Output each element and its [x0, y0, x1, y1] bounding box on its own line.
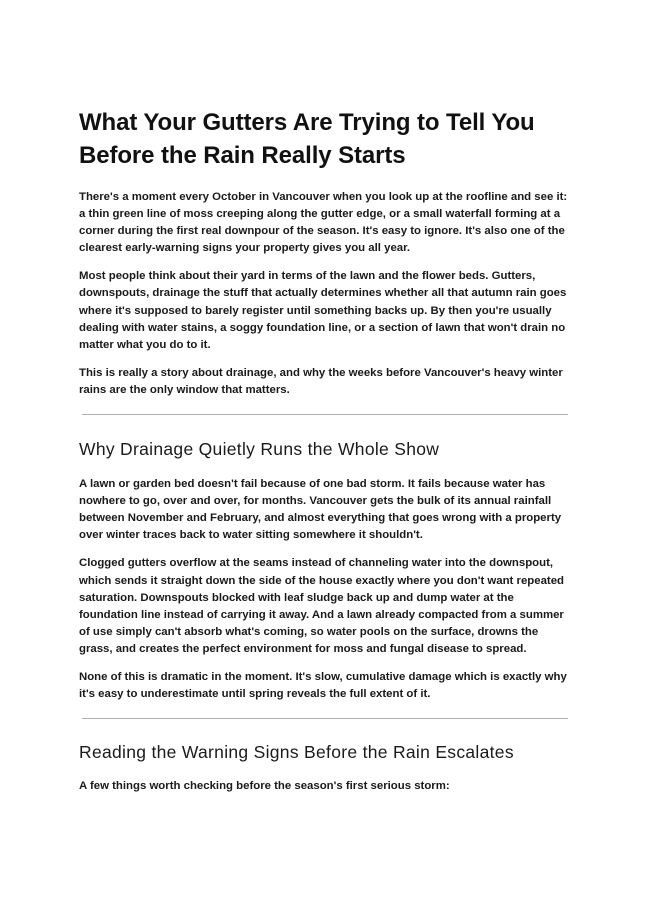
section-heading: Why Drainage Quietly Runs the Whole Show — [79, 439, 440, 460]
section-divider — [82, 718, 568, 719]
intro-paragraph: There's a moment every October in Vancouver when you look up at the roofline and see it: a thin green line of moss creeping along the gutter edge, or a small waterfall forming at a corner during the first real downpour of the season. It's easy to ignore. It's also one of the clearest early-warning signs your property gives you all year. — [79, 191, 568, 255]
section-paragraph: Clogged gutters overflow at the seams instead of channeling water into the downspout, which sends it straight down the side of the house exactly where you don't want repeated saturation. Downspouts blocked with leaf sludge back up and dump water at the foundation line instead of carrying it away. And a lawn already compacted from a summer of use simply can't absorb what's coming, so water pools on the surface, drowns the grass, and creates the perfect environment for moss and fungal disease to spread. — [79, 557, 564, 655]
intro-paragraph: Most people think about their yard in terms of the lawn and the flower beds. Gutters, downspouts, drainage the stuff that actually determines whether all that autumn rain goes where it's supposed to barely register until something backs up. By then you're usually dealing with water stains, a soggy foundation line, or a section of lawn that won't drain no matter what you do to it. — [79, 270, 567, 351]
article-body — [79, 106, 571, 806]
article-title: What Your Gutters Are Trying to Tell You Before the Rain Really Starts — [79, 109, 535, 169]
section-paragraph: None of this is dramatic in the moment. It's slow, cumulative damage which is exactly why it's easy to underestimate until spring reveals the full extent of it. — [79, 670, 567, 701]
section-heading: Reading the Warning Signs Before the Rain Escalates — [79, 742, 514, 763]
section-paragraph: A lawn or garden bed doesn't fail because of one bad storm. It fails because water has nowhere to go, over and over, for months. Vancouver gets the bulk of its annual rainfall between November and February, and almost everything that goes wrong with a property over winter traces back to water sitting somewhere it shouldn't. — [79, 478, 562, 542]
intro-paragraph: This is really a story about drainage, and why the weeks before Vancouver's heavy winter rains are the only window that matters. — [79, 366, 563, 396]
section-divider — [82, 414, 568, 415]
intro-section — [79, 189, 571, 399]
section-warning-signs — [79, 740, 571, 795]
section-paragraph: A few things worth checking before the season's first serious storm: — [79, 780, 450, 793]
section-drainage — [79, 437, 571, 703]
